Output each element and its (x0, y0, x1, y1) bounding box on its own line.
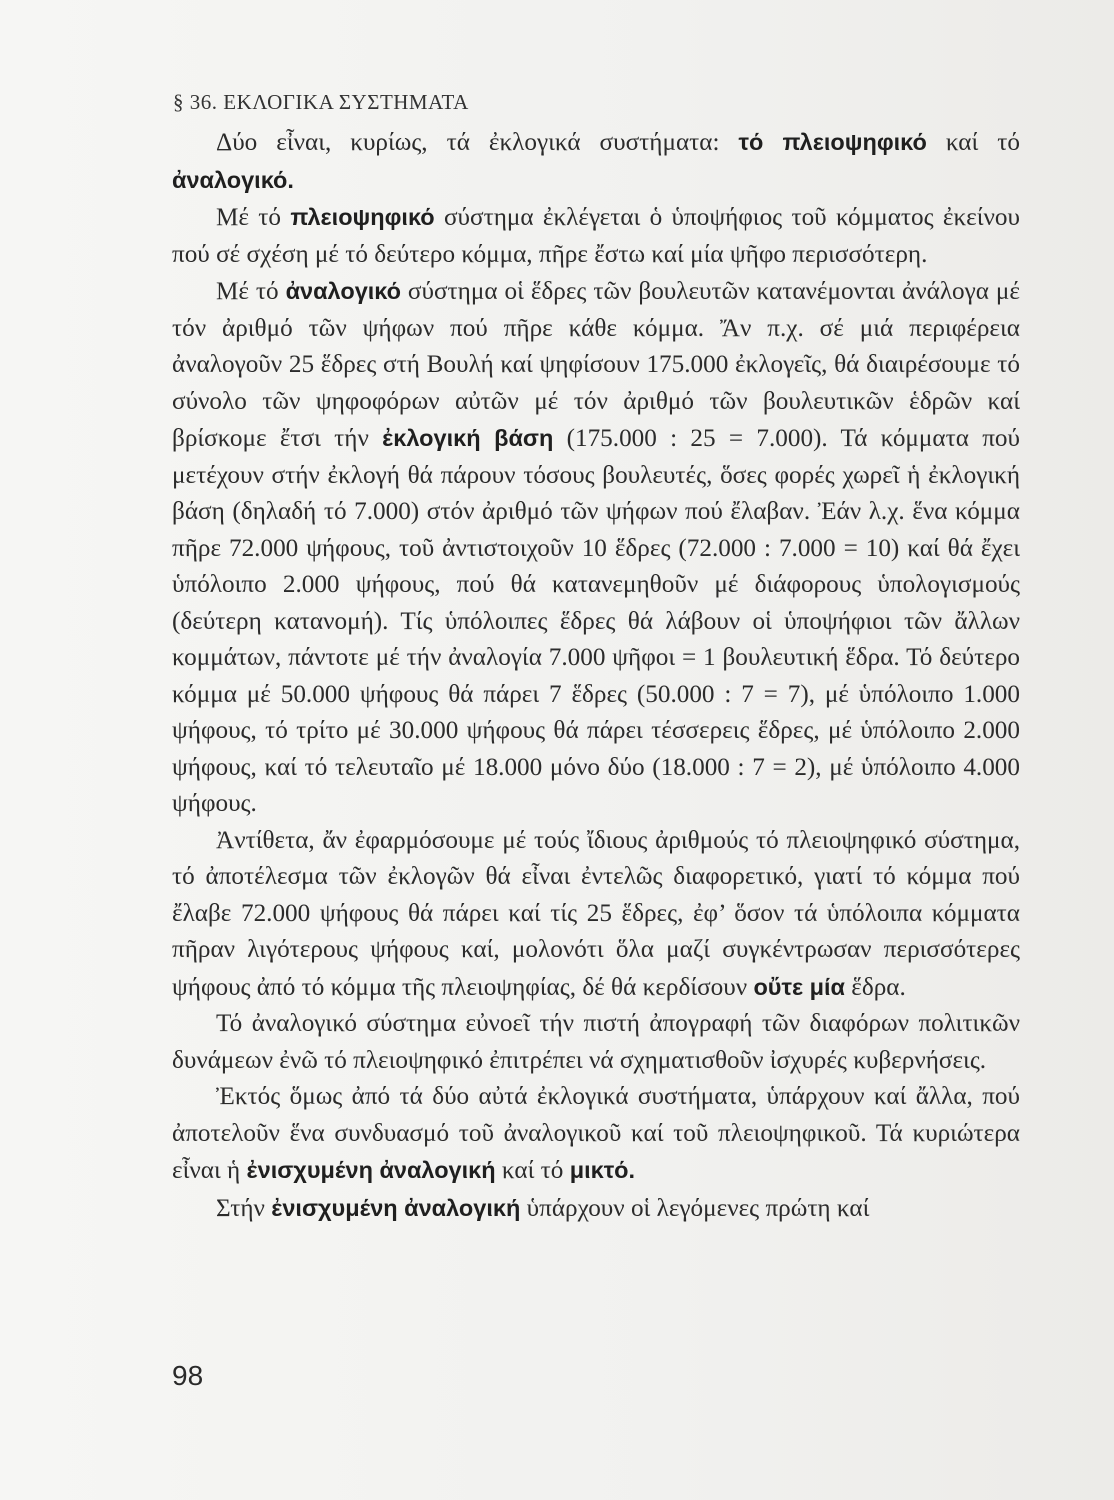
paragraph (172, 199, 1020, 273)
text-run: (175.000 : 25 = 7.000). Τά κόμματα πού μετέχουν στήν ἐκλογή θά πάρουν τόσους βουλευτές, ὅσες φορές χωρεῖ ἡ ἐκλογική βάση (δηλαδή τό 7.000) στόν ἀριθμό τῶν ψήφων πού ἔλαβαν. Ἐάν λ.χ. ἕνα κόμμα πῆρε 72.000 ψήφους, τοῦ ἀντιστοιχοῦν 10 ἕδρες (72.000 : 7.000 = 10) καί θά ἔχει ὑπόλοιπο 2.000 ψήφους, πού θά κατανεμηθοῦν μέ διάφορους ὑπολογισμούς (δεύτερη κατανομή). Τίς ὑπόλοιπες ἕδρες θά λάβουν οἱ ὑποψήφιοι τῶν ἄλλων κομμάτων, πάντοτε μέ τήν ἀναλογία 7.000 ψῆφοι = 1 βουλευτική ἕδρα. Τό δεύτερο κόμμα μέ 50.000 ψήφους θά πάρει 7 ἕδρες (50.000 : 7 = 7), μέ ὑπόλοιπο 1.000 ψήφους, τό τρίτο μέ 30.000 ψήφους θά πάρει τέσσερεις ἕδρες, μέ ὑπόλοιπο 2.000 ψήφους, καί τό τελευταῖο μέ 18.000 μόνο δύο (18.000 : 7 = 2), μέ ὑπόλοιπο 4.000 ψήφους. (172, 425, 1020, 817)
text-run: Τό ἀναλογικό σύστημα εὐνοεῖ τήν πιστή ἀπογραφή τῶν διαφόρων πολιτικῶν δυνάμεων ἐνῶ τό πλειοψηφικό ἐπιτρέπει νά σχηματισθοῦν ἰσχυρές κυβερνήσεις. (172, 1010, 1020, 1074)
bold-term: τό πλειοψηφικό (738, 129, 927, 155)
body-text (172, 124, 1020, 1227)
bold-term: ἐκλογική βάση (382, 425, 554, 451)
bold-term: ἀναλογικό (285, 278, 401, 304)
text-run: Μέ τό (216, 204, 291, 231)
text-run: καί τό (926, 129, 1020, 156)
paragraph (172, 273, 1020, 823)
bold-term: ἀναλογικό. (172, 166, 294, 193)
paragraph (172, 124, 1020, 199)
paragraph (172, 823, 1020, 1007)
paragraph (172, 1079, 1020, 1190)
bold-term: ἐνισχυμένη ἀναλογική (271, 1194, 521, 1221)
text-run: σύστημα ἐκλέγεται ὁ ὑποψήφιος τοῦ κόμματος ἐκείνου πού σέ σχέση μέ τό δεύτερο κόμμα, πῆρε ἔστω καί μία ψῆφο περισσότερη. (172, 204, 1020, 268)
paragraph (172, 1190, 1020, 1228)
text-run: καί τό (495, 1157, 570, 1184)
paragraph (172, 1006, 1020, 1079)
text-run: σύστημα οἱ ἕδρες τῶν βουλευτῶν κατανέμονται ἀνάλογα μέ τόν ἀριθμό τῶν ψήφων πού πῆρε κάθε κόμμα. Ἄν π.χ. σέ μιά περιφέρεια ἀναλογοῦν 25 ἕδρες στή Βουλή καί ψηφίσουν 175.000 ἐκλογεῖς, θά διαιρέσουμε τό σύνολο τῶν ψηφοφόρων αὐτῶν μέ τόν ἀριθμό τῶν βουλευτικῶν ἑδρῶν καί βρίσκομε ἔτσι τήν (172, 278, 1020, 452)
text-run: Στήν (216, 1194, 272, 1222)
bold-term: ἐνισχυμένη ἀναλογική (246, 1157, 496, 1183)
section-heading: § 36. ΕΚΛΟΓΙΚΑ ΣΥΣΤΗΜΑΤΑ (173, 90, 469, 114)
text-run: Ἐκτός ὅμως ἀπό τά δύο αὐτά ἐκλογικά συστήματα, ὑπάρχουν καί ἄλλα, πού ἀποτελοῦν ἕνα συνδυασμό τοῦ ἀναλογικοῦ καί τοῦ πλειοψηφικοῦ. Τά κυριώτερα εἶναι ἡ (172, 1083, 1020, 1184)
text-run: ὑπάρχουν οἱ λεγόμενες πρώτη καί (520, 1194, 870, 1222)
text-run: ἕδρα. (845, 973, 906, 1001)
text-run: Δύο εἶναι, κυρίως, τά ἐκλογικά συστήματα: (216, 129, 739, 156)
bold-term: μικτό. (569, 1157, 636, 1183)
text-run: Ἀντίθετα, ἄν ἐφαρμόσουμε μέ τούς ἴδιους ἀριθμούς τό πλειοψηφικό σύστημα, τό ἀποτέλεσμα τῶν ἐκλογῶν θά εἶναι ἐντελῶς διαφορετικό, γιατί τό κόμμα πού ἔλαβε 72.000 ψήφους θά πάρει καί τίς 25 ἕδρες, ἐφ’ ὅσον τά ὑπόλοιπα κόμματα πῆραν λιγότερους ψήφους καί, μολονότι ὅλα μαζί συγκέντρωσαν περισσότερες ψήφους ἀπό τό κόμμα τῆς πλειοψηφίας, δέ θά κερδίσουν (172, 826, 1020, 1001)
bold-term: πλειοψηφικό (290, 204, 435, 230)
bold-term: οὔτε μία (753, 973, 845, 1000)
page-number: 98 (172, 1360, 204, 1391)
text-run: Μέ τό (216, 278, 286, 305)
